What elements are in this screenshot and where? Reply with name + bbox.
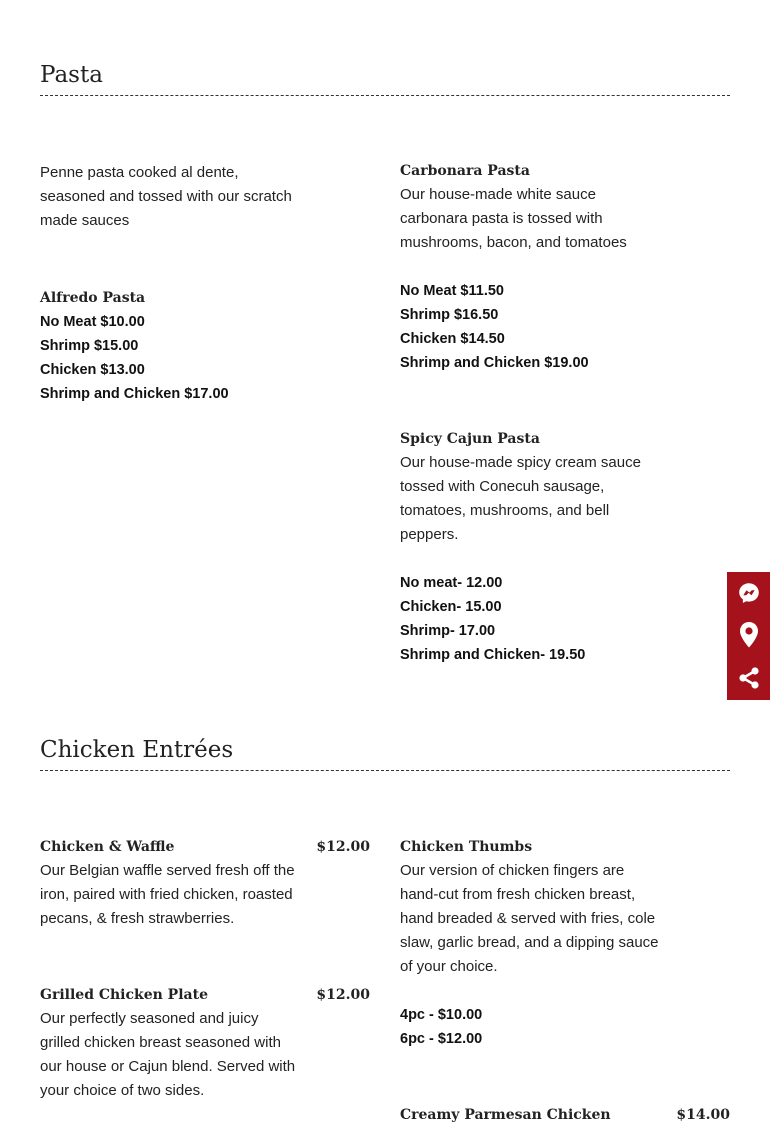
option: No Meat $11.50 — [400, 283, 504, 299]
share-icon — [737, 666, 761, 690]
option: Shrimp and Chicken $19.00 — [400, 355, 589, 371]
menu-item-creamy-parmesan — [400, 1103, 660, 1127]
option: 6pc - $12.00 — [400, 1031, 483, 1047]
section-title-chicken-entrees: Chicken Entrées — [40, 737, 234, 763]
section-divider — [40, 95, 730, 96]
option: Shrimp- 17.00 — [400, 623, 496, 639]
share-button[interactable] — [727, 657, 770, 699]
item-description: Our perfectly seasoned and juicy grilled chicken breast seasoned with our house or Cajun blend. Served with your choice of two sides. — [40, 1010, 296, 1099]
option-list — [400, 571, 660, 667]
section-title-pasta: Pasta — [40, 62, 103, 88]
floating-action-bar — [727, 572, 770, 700]
item-description: Our Belgian waffle served fresh off the iron, paired with fried chicken, roasted pecans, & fresh strawberries. — [40, 862, 295, 927]
item-name: Chicken & Waffle — [40, 839, 175, 855]
item-name: Creamy Parmesan Chicken — [400, 1107, 611, 1123]
item-name: Alfredo Pasta — [40, 290, 146, 306]
item-name: Spicy Cajun Pasta — [400, 431, 540, 447]
menu-item-chicken-thumbs — [400, 835, 660, 1051]
option-list — [400, 1003, 660, 1051]
menu-item-grilled-chicken — [40, 983, 300, 1103]
item-price: $12.00 — [316, 839, 370, 855]
item-name: Carbonara Pasta — [400, 163, 530, 179]
section-divider — [40, 770, 730, 771]
item-description: Our version of chicken fingers are hand-cut from fresh chicken breast, hand breaded & served with fries, cole slaw, garlic bread, and a dipping sauce of your choice. — [400, 862, 659, 975]
menu-item-spicy-cajun — [400, 427, 660, 667]
option-list — [40, 310, 300, 406]
item-description: Our house-made white sauce carbonara pasta is tossed with mushrooms, bacon, and tomatoes — [400, 186, 627, 251]
option: Shrimp $16.50 — [400, 307, 499, 323]
pasta-intro-text: Penne pasta cooked al dente, seasoned and tossed with our scratch made sauces — [40, 164, 292, 229]
location-pin-icon — [737, 621, 761, 649]
item-price: $14.00 — [676, 1107, 730, 1123]
menu-item-chicken-waffle — [40, 835, 300, 931]
messenger-icon — [737, 581, 761, 605]
option: Chicken $13.00 — [40, 362, 145, 378]
option: No meat- 12.00 — [400, 575, 503, 591]
item-price: $12.00 — [316, 987, 370, 1003]
option: Shrimp $15.00 — [40, 338, 139, 354]
item-name: Grilled Chicken Plate — [40, 987, 208, 1003]
item-name: Chicken Thumbs — [400, 839, 533, 855]
location-button[interactable] — [727, 614, 770, 656]
menu-item-carbonara — [400, 159, 660, 375]
option: 4pc - $10.00 — [400, 1007, 483, 1023]
pasta-intro — [40, 161, 300, 233]
item-description: Our house-made spicy cream sauce tossed with Conecuh sausage, tomatoes, mushrooms, and bell peppers. — [400, 454, 641, 543]
option-list — [400, 279, 660, 375]
messenger-button[interactable] — [727, 572, 770, 614]
option: No Meat $10.00 — [40, 314, 145, 330]
option: Chicken $14.50 — [400, 331, 505, 347]
option: Chicken- 15.00 — [400, 599, 502, 615]
option: Shrimp and Chicken- 19.50 — [400, 647, 586, 663]
menu-item-alfredo — [40, 286, 300, 406]
option: Shrimp and Chicken $17.00 — [40, 386, 229, 402]
